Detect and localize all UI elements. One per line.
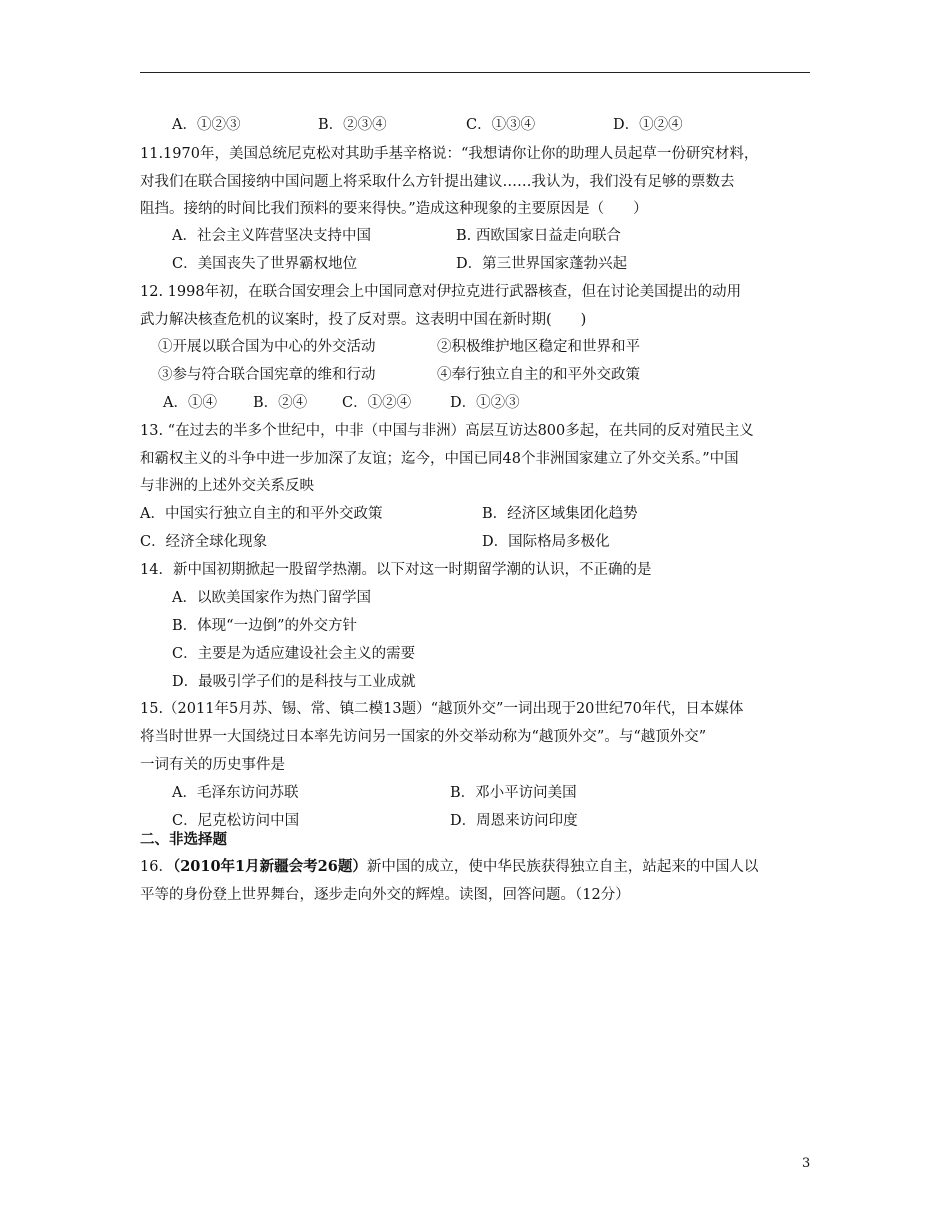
q16-number: 16． bbox=[140, 859, 173, 875]
q11-option-d: D．第三世界国家蓬勃兴起 bbox=[456, 256, 628, 272]
q11-stem-line-2: 对我们在联合国接纳中国问题上将采取什么方针提出建议……我认为，我们没有足够的票数去 bbox=[140, 174, 735, 190]
q13-option-d: D．国际格局多极化 bbox=[482, 534, 610, 550]
q15-stem-line-3: 一词有关的历史事件是 bbox=[140, 757, 285, 773]
q11-option-c: C．美国丧失了世界霸权地位 bbox=[172, 256, 358, 272]
q12-option-a: A．①④ bbox=[163, 395, 217, 411]
q10-option-d: D．①②④ bbox=[613, 117, 683, 133]
q14-option-a: A．以欧美国家作为热门留学国 bbox=[172, 590, 371, 606]
q12-item-1: ①开展以联合国为中心的外交活动 bbox=[158, 339, 376, 355]
q16-stem-line-1 bbox=[140, 857, 758, 877]
q15-option-a: A．毛泽东访问苏联 bbox=[172, 785, 299, 801]
q11-option-b: B. 西欧国家日益走向联合 bbox=[456, 228, 621, 244]
q12-item-2: ②积极维护地区稳定和世界和平 bbox=[437, 339, 640, 355]
q15-option-b: B．邓小平访问美国 bbox=[450, 785, 577, 801]
q14-option-b: B．体现“一边倒”的外交方针 bbox=[172, 618, 357, 634]
q12-option-b: B．②④ bbox=[253, 395, 308, 411]
q12-item-4: ④奉行独立自主的和平外交政策 bbox=[437, 367, 640, 383]
q15-option-c: C．尼克松访问中国 bbox=[172, 813, 300, 829]
page-number: 3 bbox=[802, 1156, 811, 1171]
q12-stem-line-1: 12. 1998年初，在联合国安理会上中国同意对伊拉克进行武器核查，但在讨论美国提出的动用 bbox=[140, 284, 742, 300]
q10-option-c: C．①③④ bbox=[466, 117, 536, 133]
q10-option-b: B．②③④ bbox=[318, 117, 387, 133]
q12-option-c: C．①②④ bbox=[342, 395, 412, 411]
q11-stem-line-3: 阻挡。接纳的时间比我们预料的要来得快。”造成这种现象的主要原因是（ ） bbox=[140, 201, 648, 217]
q12-item-3: ③参与符合联合国宪章的维和行动 bbox=[158, 367, 376, 383]
q15-option-d: D．周恩来访问印度 bbox=[450, 813, 578, 829]
q16-stem-text: 新中国的成立，使中华民族获得独立自主，站起来的中国人以 bbox=[366, 859, 759, 875]
q13-option-c: C．经济全球化现象 bbox=[140, 534, 268, 550]
section-title-non-choice: 二、非选择题 bbox=[140, 831, 227, 848]
q14-stem: 14．新中国初期掀起一股留学热潮。以下对这一时期留学潮的认识，不正确的是 bbox=[140, 562, 652, 578]
q13-option-b: B．经济区域集团化趋势 bbox=[482, 506, 638, 522]
q15-stem-line-1: 15.（2011年5月苏、锡、常、镇二模13题）“越顶外交”一词出现于20世纪70年代，日本媒体 bbox=[140, 701, 744, 717]
q12-stem-line-2: 武力解决核查危机的议案时，投了反对票。这表明中国在新时期( ) bbox=[140, 312, 587, 328]
q11-stem-line-1: 11.1970年，美国总统尼克松对其助手基辛格说：“我想请你让你的助理人员起草一份研究材料， bbox=[140, 146, 759, 162]
q16-source: （2010年1月新疆会考26题） bbox=[172, 858, 367, 875]
q11-option-a: A．社会主义阵营坚决支持中国 bbox=[172, 228, 371, 244]
q13-stem-line-1: 13. “在过去的半多个世纪中，中非（中国与非洲）高层互访达800多起，在共同的反对殖民主义 bbox=[140, 423, 754, 439]
q14-option-d: D．最吸引学子们的是科技与工业成就 bbox=[172, 674, 416, 690]
q12-option-d: D．①②③ bbox=[450, 395, 520, 411]
q13-stem-line-2: 和霸权主义的斗争中进一步加深了友谊；迄今，中国已同48个非洲国家建立了外交关系。”中国 bbox=[140, 451, 739, 467]
q16-stem-line-2: 平等的身份登上世界舞台，逐步走向外交的辉煌。读图，回答问题。（12分） bbox=[140, 887, 630, 903]
q15-stem-line-2: 将当时世界一大国绕过日本率先访问另一国家的外交举动称为“越顶外交”。与“越顶外交” bbox=[140, 729, 707, 745]
q14-option-c: C．主要是为适应建设社会主义的需要 bbox=[172, 646, 416, 662]
header-rule bbox=[140, 72, 810, 73]
q13-option-a: A．中国实行独立自主的和平外交政策 bbox=[140, 506, 383, 522]
q10-option-a: A．①②③ bbox=[172, 117, 241, 133]
q13-stem-line-3: 与非洲的上述外交关系反映 bbox=[140, 478, 314, 494]
